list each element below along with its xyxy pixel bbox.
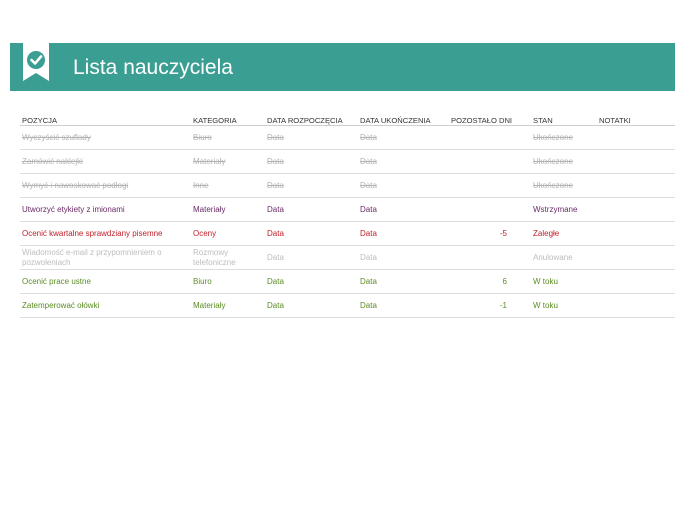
col-header[interactable]: DATA ROZPOCZĘCIA [265,114,358,126]
end-date-cell[interactable]: Data [358,198,449,222]
start-date-cell[interactable]: Data [265,294,358,318]
start-date-cell[interactable]: Data [265,174,358,198]
status-cell[interactable]: Wstrzymane [531,198,597,222]
item-cell[interactable]: Ocenić kwartalne sprawdziany pisemne [20,222,191,246]
days-left-cell[interactable] [449,126,531,150]
days-left-cell[interactable]: -5 [449,222,531,246]
table-row [20,198,675,222]
col-header[interactable]: STAN [531,114,597,126]
item-cell[interactable]: Zatemperować ołówki [20,294,191,318]
days-left-cell[interactable] [449,198,531,222]
notes-cell[interactable] [597,294,675,318]
table-row [20,222,675,246]
category-cell[interactable]: Rozmowy telefoniczne [191,246,265,270]
notes-cell[interactable] [597,174,675,198]
notes-cell[interactable] [597,246,675,270]
bookmark-check-icon [23,43,49,81]
category-cell[interactable]: Oceny [191,222,265,246]
days-left-cell[interactable]: 6 [449,270,531,294]
end-date-cell[interactable]: Data [358,270,449,294]
end-date-cell[interactable]: Data [358,246,449,270]
item-cell[interactable]: Ocenić prace ustne [20,270,191,294]
col-header[interactable]: POZOSTAŁO DNI [449,114,531,126]
header-row [20,114,675,126]
status-cell[interactable]: W toku [531,294,597,318]
category-cell[interactable]: Materiały [191,198,265,222]
start-date-cell[interactable]: Data [265,126,358,150]
item-cell[interactable]: Zamówić naklejki [20,150,191,174]
notes-cell[interactable] [597,198,675,222]
item-cell[interactable]: Wymyć i nawoskować podłogi [20,174,191,198]
end-date-cell[interactable]: Data [358,174,449,198]
start-date-cell[interactable]: Data [265,198,358,222]
table-row [20,126,675,150]
item-cell[interactable]: Utworzyć etykiety z imionami [20,198,191,222]
days-left-cell[interactable] [449,174,531,198]
status-cell[interactable]: Ukończone [531,126,597,150]
page-title: Lista nauczyciela [73,56,233,79]
task-table [20,114,675,318]
days-left-cell[interactable] [449,150,531,174]
end-date-cell[interactable]: Data [358,150,449,174]
category-cell[interactable]: Inne [191,174,265,198]
notes-cell[interactable] [597,150,675,174]
item-cell[interactable]: Wyczyścić szuflady [20,126,191,150]
notes-cell[interactable] [597,222,675,246]
days-left-cell[interactable]: -1 [449,294,531,318]
days-left-cell[interactable] [449,246,531,270]
end-date-cell[interactable]: Data [358,222,449,246]
table-row [20,270,675,294]
end-date-cell[interactable]: Data [358,126,449,150]
table-row [20,174,675,198]
start-date-cell[interactable]: Data [265,222,358,246]
status-cell[interactable]: Zaległe [531,222,597,246]
col-header[interactable]: KATEGORIA [191,114,265,126]
start-date-cell[interactable]: Data [265,246,358,270]
col-header[interactable]: POZYCJA [20,114,191,126]
status-cell[interactable]: Anulowane [531,246,597,270]
header-banner [10,43,675,91]
table-row [20,294,675,318]
category-cell[interactable]: Biuro [191,270,265,294]
end-date-cell[interactable]: Data [358,294,449,318]
start-date-cell[interactable]: Data [265,270,358,294]
table-row [20,246,675,270]
category-cell[interactable]: Materiały [191,294,265,318]
category-cell[interactable]: Biuro [191,126,265,150]
col-header[interactable]: DATA UKOŃCZENIA [358,114,449,126]
start-date-cell[interactable]: Data [265,150,358,174]
table-row [20,150,675,174]
status-cell[interactable]: Ukończone [531,150,597,174]
status-cell[interactable]: Ukończone [531,174,597,198]
category-cell[interactable]: Materiały [191,150,265,174]
status-cell[interactable]: W toku [531,270,597,294]
notes-cell[interactable] [597,126,675,150]
col-header[interactable]: NOTATKI [597,114,675,126]
notes-cell[interactable] [597,270,675,294]
item-cell[interactable]: Wiadomość e-mail z przypomnieniem o pozwoleniach [20,246,191,270]
